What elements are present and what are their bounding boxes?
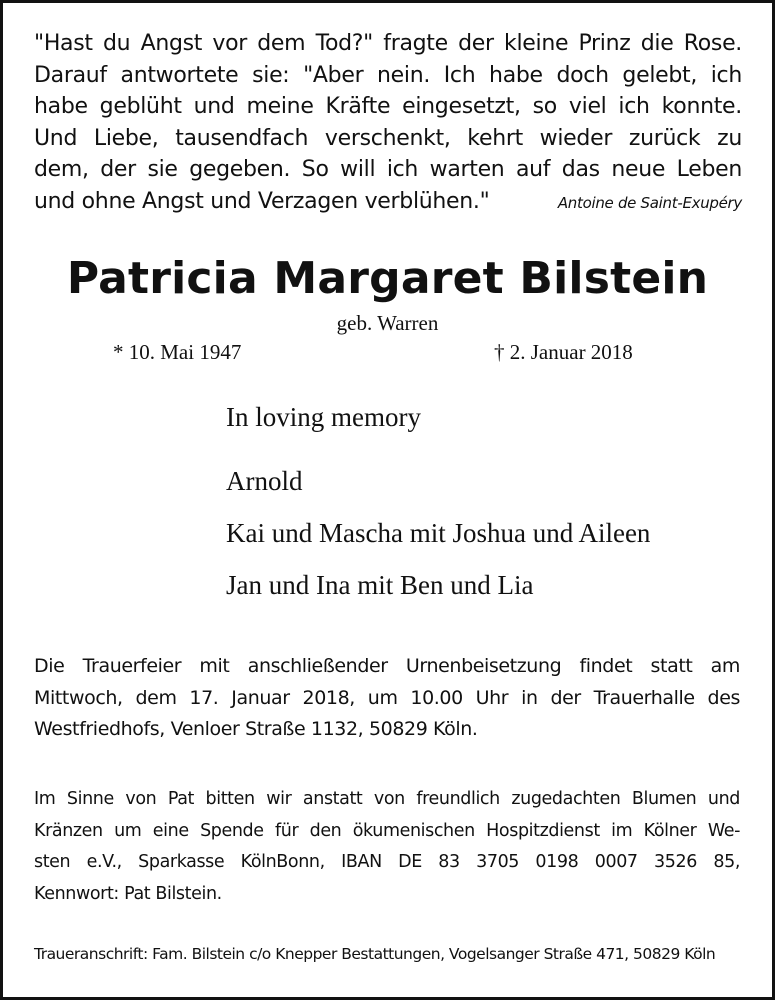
quote-line [34, 186, 742, 218]
birth-date: * 10. Mai 1947 [113, 340, 242, 364]
donation-line: sten e.V., Sparkasse KölnBonn, IBAN DE 83 3705 0198 0007 3526 85, [34, 852, 740, 872]
family-member: Jan und Ina mit Ben und Lia [226, 570, 534, 600]
maiden-name: geb. Warren [336, 311, 439, 335]
family-member: Arnold [226, 466, 303, 496]
quote-line: dem, der sie gegeben. So will ich warten auf das neue Leben [34, 157, 742, 182]
quote-block [34, 28, 742, 219]
death-date: † 2. Januar 2018 [494, 340, 633, 364]
mourning-address: Traueranschrift: Fam. Bilstein c/o Knepper Bestattungen, Vogelsanger Straße 471, 50829 Köln [34, 945, 716, 963]
quote-line: habe geblüht und meine Kräfte eingesetzt, so viel ich konnte. [34, 94, 742, 119]
quote-line: Und Liebe, tausendfach verschenkt, kehrt wieder zurück zu [34, 125, 742, 151]
ceremony-paragraph [34, 651, 740, 746]
ceremony-line: Mittwoch, dem 17. Januar 2018, um 10.00 Uhr in der Trauerhalle des [34, 686, 740, 709]
ceremony-line: Westfriedhofs, Venloer Straße 1132, 50829 Köln. [34, 718, 478, 740]
family-member: Kai und Mascha mit Joshua und Aileen [226, 518, 651, 548]
quote-line: "Hast du Angst vor dem Tod?" fragte der kleine Prinz die Rose. [34, 31, 742, 56]
donation-paragraph [34, 784, 740, 910]
quote-last-text: und ohne Angst und Verzagen verblühen." [34, 188, 490, 214]
donation-line: Kennwort: Pat Bilstein. [34, 883, 222, 904]
deceased-name: Patricia Margaret Bilstein [66, 253, 709, 304]
memory-heading: In loving memory [226, 402, 421, 432]
quote-line: Darauf antwortete sie: "Aber nein. Ich habe doch gelebt, ich [34, 62, 742, 88]
ceremony-line: Die Trauerfeier mit anschließender Urnenbeisetzung findet statt am [34, 655, 740, 677]
donation-line: Kränzen um eine Spende für den ökumenischen Hospitzdienst im Kölner We- [34, 820, 740, 841]
donation-line: Im Sinne von Pat bitten wir anstatt von freundlich zugedachten Blumen und [34, 789, 740, 809]
quote-author: Antoine de Saint-Exupéry [557, 193, 742, 212]
